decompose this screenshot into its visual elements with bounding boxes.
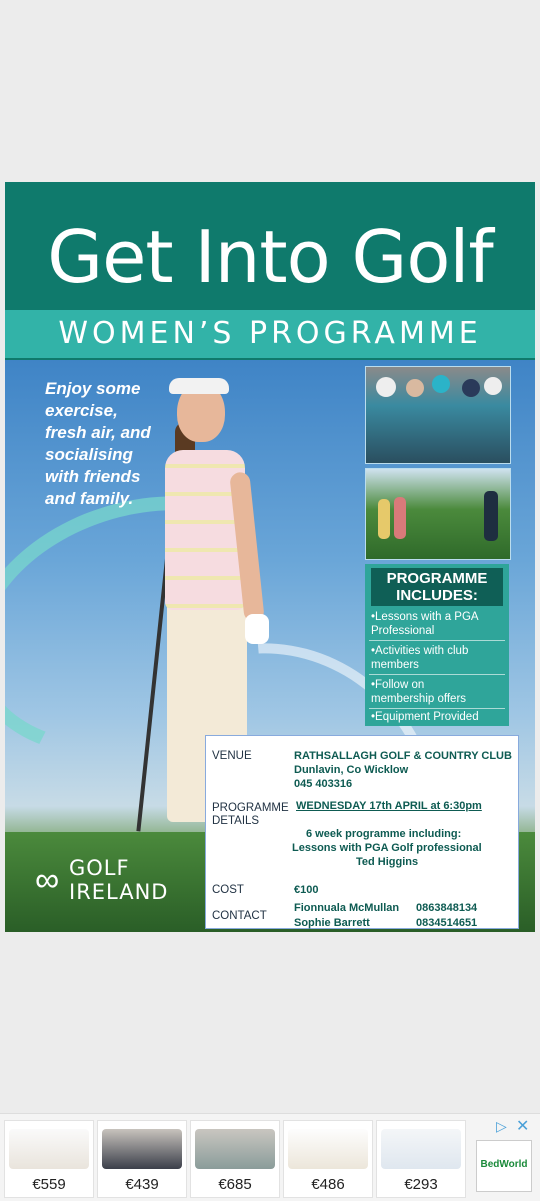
group-huddle-photo (365, 366, 511, 464)
contact-phone: 0834514651 (416, 917, 478, 929)
poster-title: Get Into Golf (47, 215, 493, 299)
bedworld-logo[interactable] (476, 1140, 532, 1192)
divider (369, 640, 505, 641)
cost-value: €100 (294, 884, 319, 896)
includes-item-line: membership offers (371, 693, 467, 705)
contact-phone: 0863848134 (416, 902, 478, 914)
divider (369, 708, 505, 709)
golf-ireland-logo-icon: ∞ (35, 861, 60, 899)
mattress-image (288, 1129, 368, 1169)
tagline-line: Enjoy some (45, 379, 141, 398)
includes-item-line: •Follow on (371, 679, 425, 691)
details-label: DETAILS (212, 815, 260, 827)
tagline-line: socialising (45, 445, 133, 464)
includes-item (371, 644, 507, 672)
brand-name: BedWorld (480, 1159, 528, 1170)
details-label: PROGRAMME (212, 802, 289, 814)
bed-image (102, 1129, 182, 1169)
contact-name: Sophie Barrett (294, 917, 370, 929)
tagline-line: exercise, (45, 401, 118, 420)
ad-price: €559 (21, 1175, 77, 1195)
venue-phone: 045 403316 (294, 778, 353, 790)
ad-product[interactable] (97, 1120, 187, 1198)
cost-label: COST (212, 884, 244, 896)
logo-text: GOLF (69, 856, 130, 880)
includes-heading-line: PROGRAMME (386, 570, 488, 587)
golf-ireland-logo (35, 854, 195, 906)
mattress-image (381, 1129, 461, 1169)
ad-price: €293 (393, 1175, 449, 1195)
poster-subtitle: WOMEN’S PROGRAMME (58, 316, 482, 351)
contact-label: CONTACT (212, 910, 267, 922)
mattress-image (9, 1129, 89, 1169)
bed-image (195, 1129, 275, 1169)
programme-detail: Lessons with PGA Golf professional (292, 842, 482, 854)
tagline-line: with friends (45, 467, 141, 486)
contact-name: Fionnuala McMullan (294, 902, 400, 914)
ad-price: €486 (300, 1175, 356, 1195)
event-info-panel (205, 735, 519, 929)
tagline-line: fresh air, and (45, 423, 151, 442)
programme-includes-box (365, 564, 509, 726)
programme-detail: 6 week programme including: (306, 828, 462, 840)
includes-item-line: Professional (371, 625, 435, 637)
includes-item (371, 678, 507, 706)
includes-item-line: members (371, 659, 419, 671)
ad-price: €439 (114, 1175, 170, 1195)
includes-heading-line: INCLUDES: (396, 587, 478, 604)
programme-detail: Ted Higgins (356, 856, 419, 868)
ad-product[interactable] (283, 1120, 373, 1198)
logo-text: IRELAND (69, 880, 169, 904)
includes-heading (371, 568, 503, 606)
venue-address: Dunlavin, Co Wicklow (294, 764, 409, 776)
golf-poster (5, 182, 535, 932)
divider (369, 674, 505, 675)
group-lesson-photo (365, 468, 511, 560)
ad-product[interactable] (376, 1120, 466, 1198)
includes-item (371, 710, 507, 724)
adchoices-icon[interactable]: ▷ (496, 1118, 507, 1134)
venue-label: VENUE (212, 750, 252, 762)
tagline-line: and family. (45, 489, 134, 508)
venue-name: RATHSALLAGH GOLF & COUNTRY CLUB (294, 750, 512, 762)
programme-date: WEDNESDAY 17th APRIL at 6:30pm (296, 800, 482, 812)
ad-banner[interactable] (0, 1113, 540, 1201)
golf-glove (245, 614, 269, 644)
includes-item-line: •Lessons with a PGA (371, 611, 479, 623)
ad-product[interactable] (4, 1120, 94, 1198)
ad-price: €685 (207, 1175, 263, 1195)
ad-product[interactable] (190, 1120, 280, 1198)
includes-item-line: •Activities with club (371, 645, 469, 657)
includes-item-line: •Equipment Provided (371, 711, 479, 723)
close-icon[interactable]: ✕ (516, 1118, 530, 1135)
visor (169, 378, 229, 394)
includes-item (371, 610, 507, 638)
